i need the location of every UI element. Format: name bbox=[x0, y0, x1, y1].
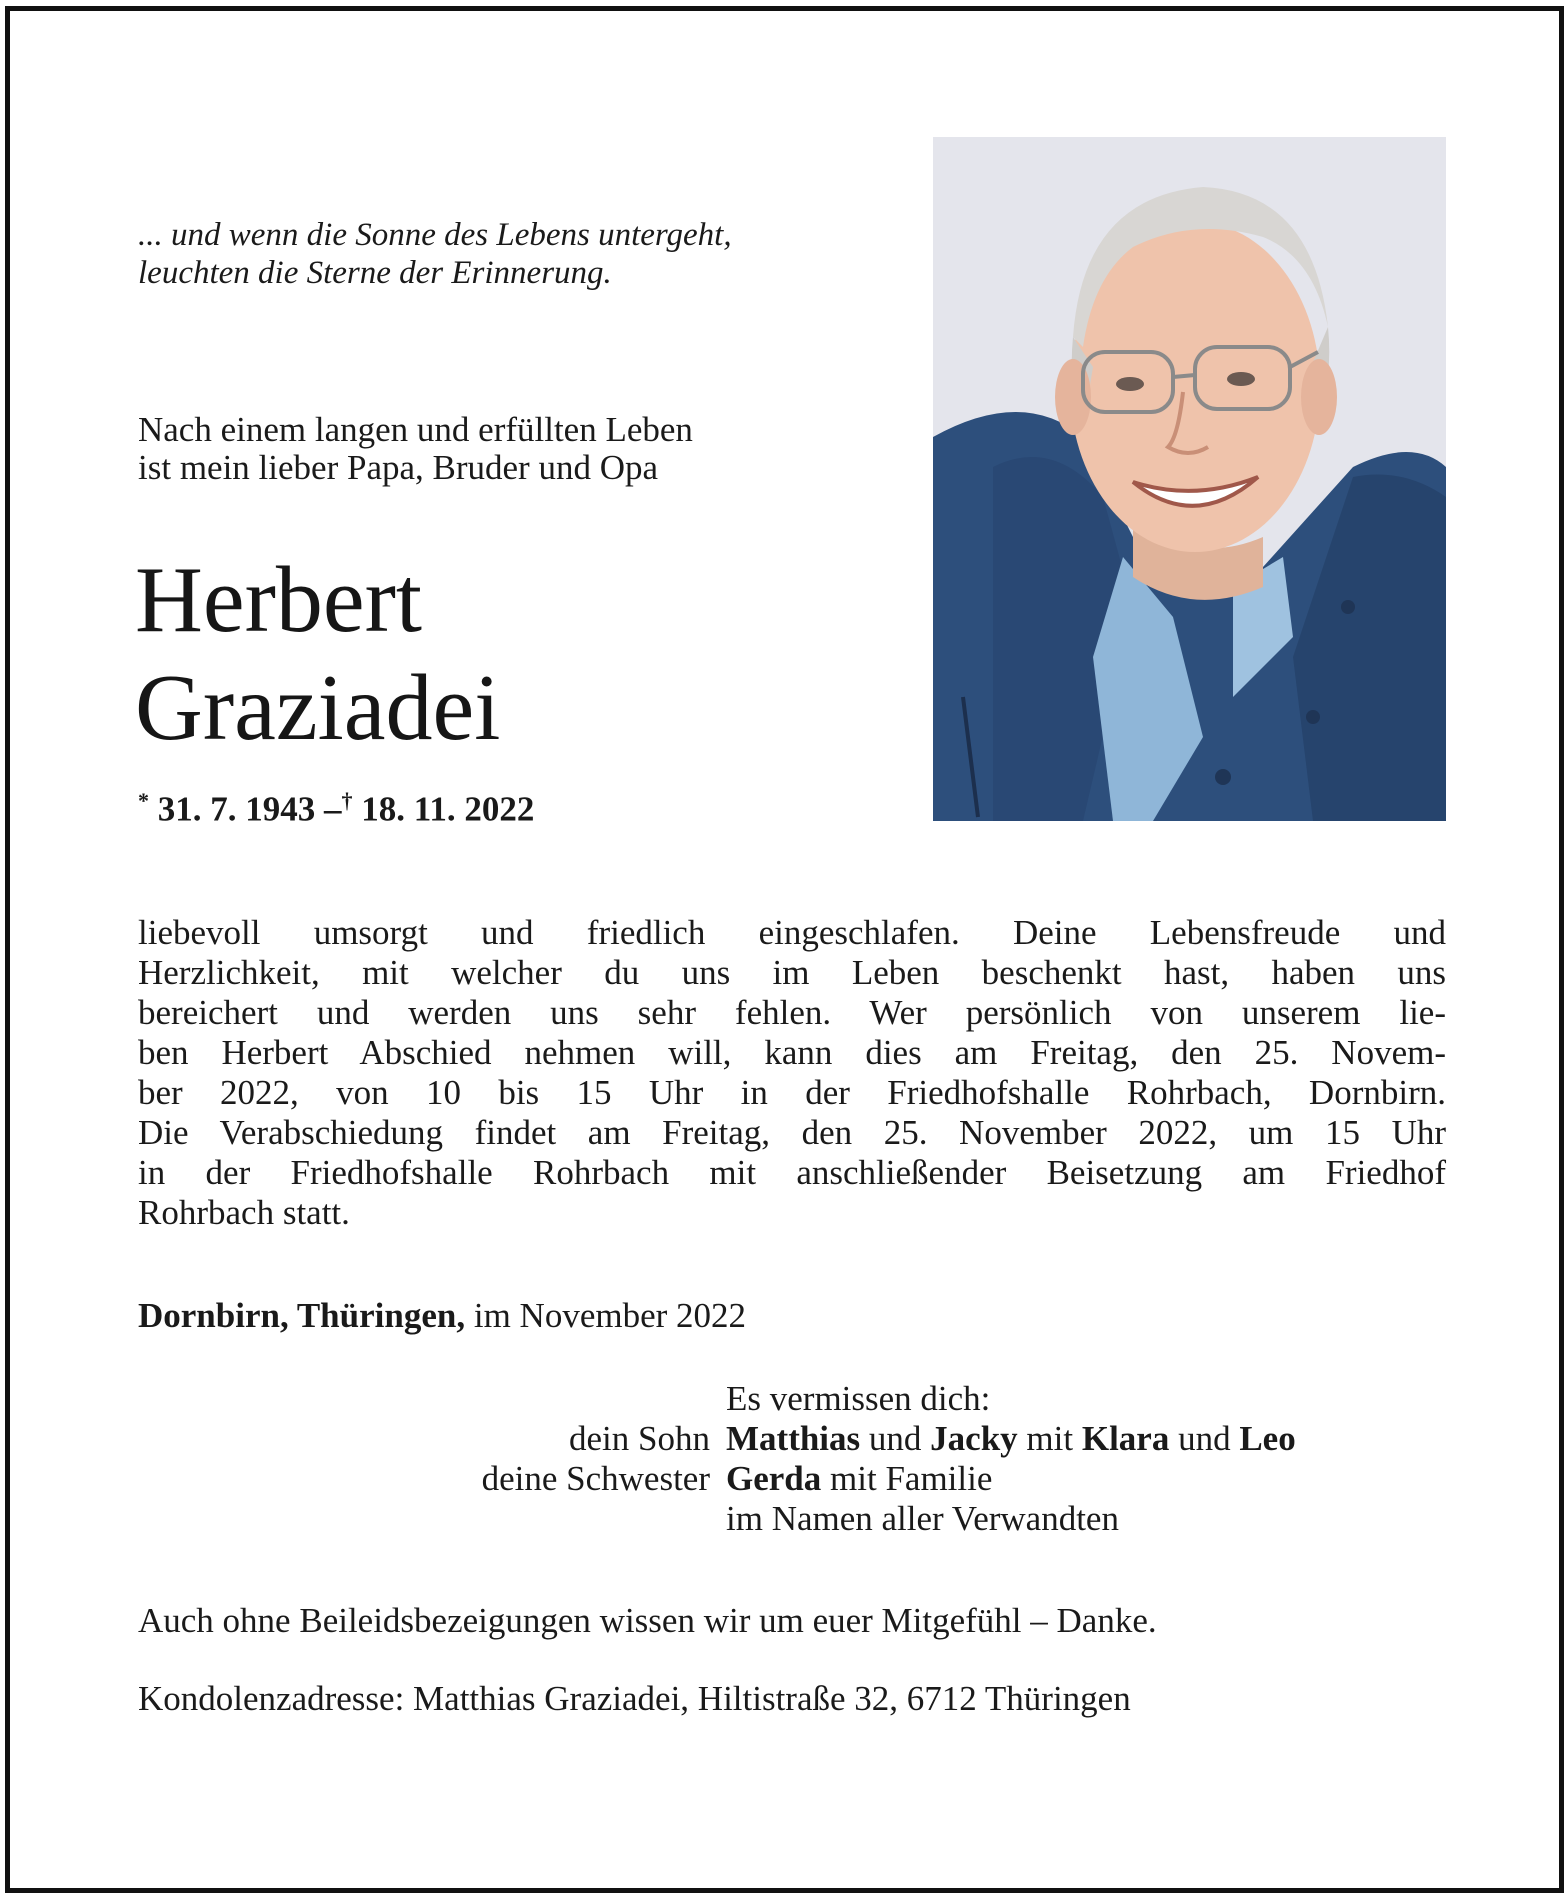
mourner-connector: mit bbox=[1026, 1419, 1074, 1458]
birth-symbol: * bbox=[138, 788, 149, 813]
mourner-name: Matthias bbox=[726, 1419, 861, 1458]
body-line: Die Verabschiedung findet am Freitag, den 25. November 2022, um 15 Uhr bbox=[138, 1113, 1446, 1152]
first-name: Herbert bbox=[135, 548, 423, 652]
mourners-list bbox=[310, 1379, 1450, 1539]
mourner-row bbox=[310, 1459, 1450, 1499]
mourners-closing: im Namen aller Verwandten bbox=[726, 1499, 1119, 1538]
thanks-note: Auch ohne Beileidsbezeigungen wissen wir um euer Mitgefühl – Danke. bbox=[138, 1601, 1157, 1640]
obituary-body bbox=[138, 913, 1446, 1233]
portrait-illustration bbox=[933, 137, 1446, 821]
mourner-name: Gerda bbox=[726, 1459, 822, 1498]
body-line: Rohrbach statt. bbox=[138, 1193, 350, 1232]
motto-quote bbox=[138, 216, 858, 292]
intro-line: Nach einem langen und erfüllten Leben bbox=[138, 410, 693, 449]
place-month: im November 2022 bbox=[473, 1296, 747, 1335]
body-line: Herzlichkeit, mit welcher du uns im Leben beschenkt hast, haben uns bbox=[138, 953, 1446, 992]
place-location: Dornbirn, Thüringen, bbox=[138, 1296, 466, 1335]
mourner-connector: mit Familie bbox=[830, 1459, 993, 1498]
condolence-address: Kondolenzadresse: Matthias Graziadei, Hiltistraße 32, 6712 Thüringen bbox=[138, 1679, 1131, 1718]
motto-line: leuchten die Sterne der Erinnerung. bbox=[138, 255, 612, 291]
obituary-frame bbox=[5, 6, 1564, 1893]
mourner-relation: dein Sohn bbox=[569, 1419, 710, 1458]
deceased-name bbox=[135, 546, 835, 762]
mourners-heading: Es vermissen dich: bbox=[726, 1379, 991, 1418]
mourner-relation: deine Schwester bbox=[481, 1459, 710, 1498]
mourners-closing-row bbox=[310, 1499, 1450, 1539]
body-line: liebevoll umsorgt und friedlich eingeschlafen. Deine Lebensfreude und bbox=[138, 913, 1446, 952]
mourner-name: Leo bbox=[1239, 1419, 1296, 1458]
mourners-heading-row bbox=[310, 1379, 1450, 1419]
death-date: 18. 11. 2022 bbox=[361, 789, 535, 829]
birth-date: 31. 7. 1943 bbox=[157, 789, 316, 829]
portrait-photo bbox=[933, 137, 1446, 821]
date-separator: – bbox=[324, 789, 342, 829]
mourner-name: Klara bbox=[1081, 1419, 1170, 1458]
body-line: in der Friedhofshalle Rohrbach mit anschließender Beisetzung am Friedhof bbox=[138, 1153, 1446, 1192]
body-line: ben Herbert Abschied nehmen will, kann dies am Freitag, den 25. Novem- bbox=[138, 1033, 1446, 1072]
place-date bbox=[138, 1296, 746, 1336]
motto-line: ... und wenn die Sonne des Lebens untergeht, bbox=[138, 217, 732, 253]
intro-text bbox=[138, 411, 838, 487]
body-line: bereichert und werden uns sehr fehlen. Wer persönlich von unserem lie- bbox=[138, 993, 1446, 1032]
mourner-connector: und bbox=[1178, 1419, 1231, 1458]
body-line: ber 2022, von 10 bis 15 Uhr in der Friedhofshalle Rohrbach, Dornbirn. bbox=[138, 1073, 1446, 1112]
intro-line: ist mein lieber Papa, Bruder und Opa bbox=[138, 448, 659, 487]
last-name: Graziadei bbox=[135, 656, 501, 760]
life-dates bbox=[138, 788, 534, 830]
death-symbol: † bbox=[341, 788, 353, 813]
mourner-name: Jacky bbox=[930, 1419, 1018, 1458]
mourner-names bbox=[726, 1459, 992, 1499]
mourner-connector: und bbox=[868, 1419, 922, 1458]
mourner-names bbox=[726, 1419, 1296, 1459]
mourner-row bbox=[310, 1419, 1450, 1459]
